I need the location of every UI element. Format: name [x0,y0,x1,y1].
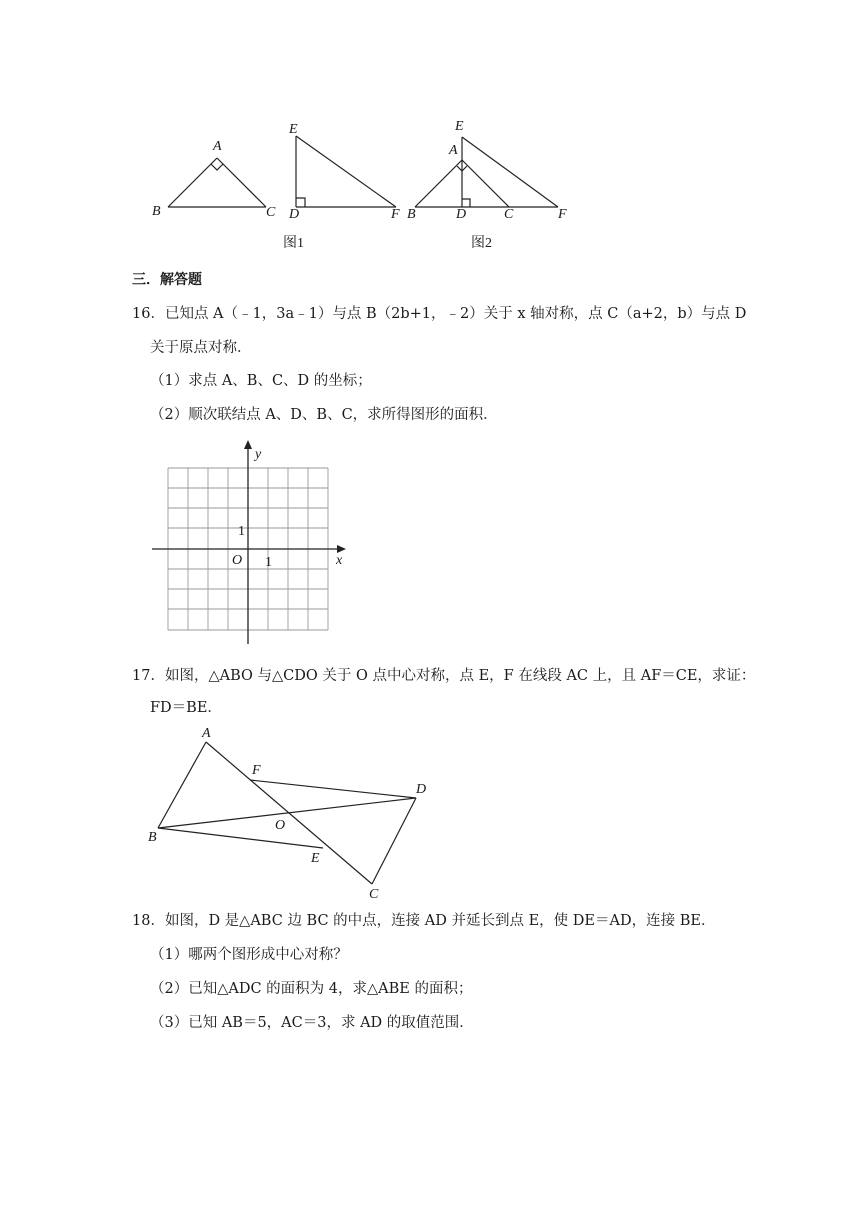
label-F: F [391,207,400,222]
q17-lines [158,742,416,884]
fig2-caption: 图2 [471,236,492,251]
fig2-label-A: A [449,143,458,158]
origin-label: O [232,553,243,568]
q16-part1: （1）求点 A、B、C、D 的坐标； [150,373,372,389]
q17-label-B: B [148,830,157,845]
q17-figure-svg [140,722,440,902]
section-heading: 三．解答题 [132,272,202,288]
q16-part2: （2）顺次联结点 A、D、B、C，求所得图形的面积． [150,407,498,423]
q16-text1: 已知点 A（﹣1，3a﹣1）与点 B（2b+1，﹣2）关于 x 轴对称，点 C（a+2，b）与点 D [164,306,747,322]
y-tick-1: 1 [238,524,245,539]
q17-figure [140,722,440,902]
q16-number: 16． [132,306,165,322]
q17-text2: FD＝BE． [150,700,222,716]
x-axis-label: x [336,553,343,568]
q17-label-E: E [311,851,320,866]
fig2-label-E: E [455,119,464,134]
q18-number: 18． [132,913,165,929]
q16-text2: 关于原点对称． [150,340,252,356]
y-axis-arrow [244,440,252,449]
q16-line1 [132,304,746,324]
label-A: A [213,139,222,154]
axes [152,442,344,644]
label-D: D [289,207,300,222]
label-B: B [152,204,161,219]
q17-label-O: O [275,818,286,833]
q17-label-F: F [252,763,261,778]
label-E: E [289,122,298,137]
grid-svg [148,438,358,646]
y-axis-label: y [255,447,262,462]
figures-1-2 [140,110,600,260]
q18-text1: 如图，D 是△ABC 边 BC 的中点，连接 AD 并延长到点 E，使 DE＝AD，连接 BE． [164,913,716,929]
q17-number: 17． [132,668,165,684]
q18-part1: （1）哪两个图形成中心对称？ [150,947,348,963]
coordinate-grid [148,438,358,646]
fig2-label-C: C [504,207,514,222]
q17-label-A: A [202,726,211,741]
fig2-label-B: B [407,207,416,222]
x-tick-1: 1 [265,555,272,570]
fig2-label-D: D [456,207,467,222]
q18-line1 [132,911,715,931]
label-C: C [266,205,276,220]
combined-triangles [415,137,558,207]
q17-label-C: C [369,887,379,902]
q18-part2: （2）已知△ADC 的面积为 4，求△ABE 的面积； [150,981,473,997]
q17-text1: 如图，△ABO 与△CDO 关于 O 点中心对称，点 E，F 在线段 AC 上，且 AF＝CE，求证： [164,668,756,684]
q18-part3: （3）已知 AB＝5，AC＝3，求 AD 的取值范围． [150,1015,474,1031]
fig1-caption: 图1 [283,236,304,251]
triangle-def [296,136,396,207]
fig2-label-F: F [558,207,567,222]
triangle-figures-svg [140,110,600,260]
x-axis-arrow [337,545,346,553]
triangle-abc [168,158,266,207]
q17-line1 [132,666,755,686]
q17-label-D: D [416,782,427,797]
